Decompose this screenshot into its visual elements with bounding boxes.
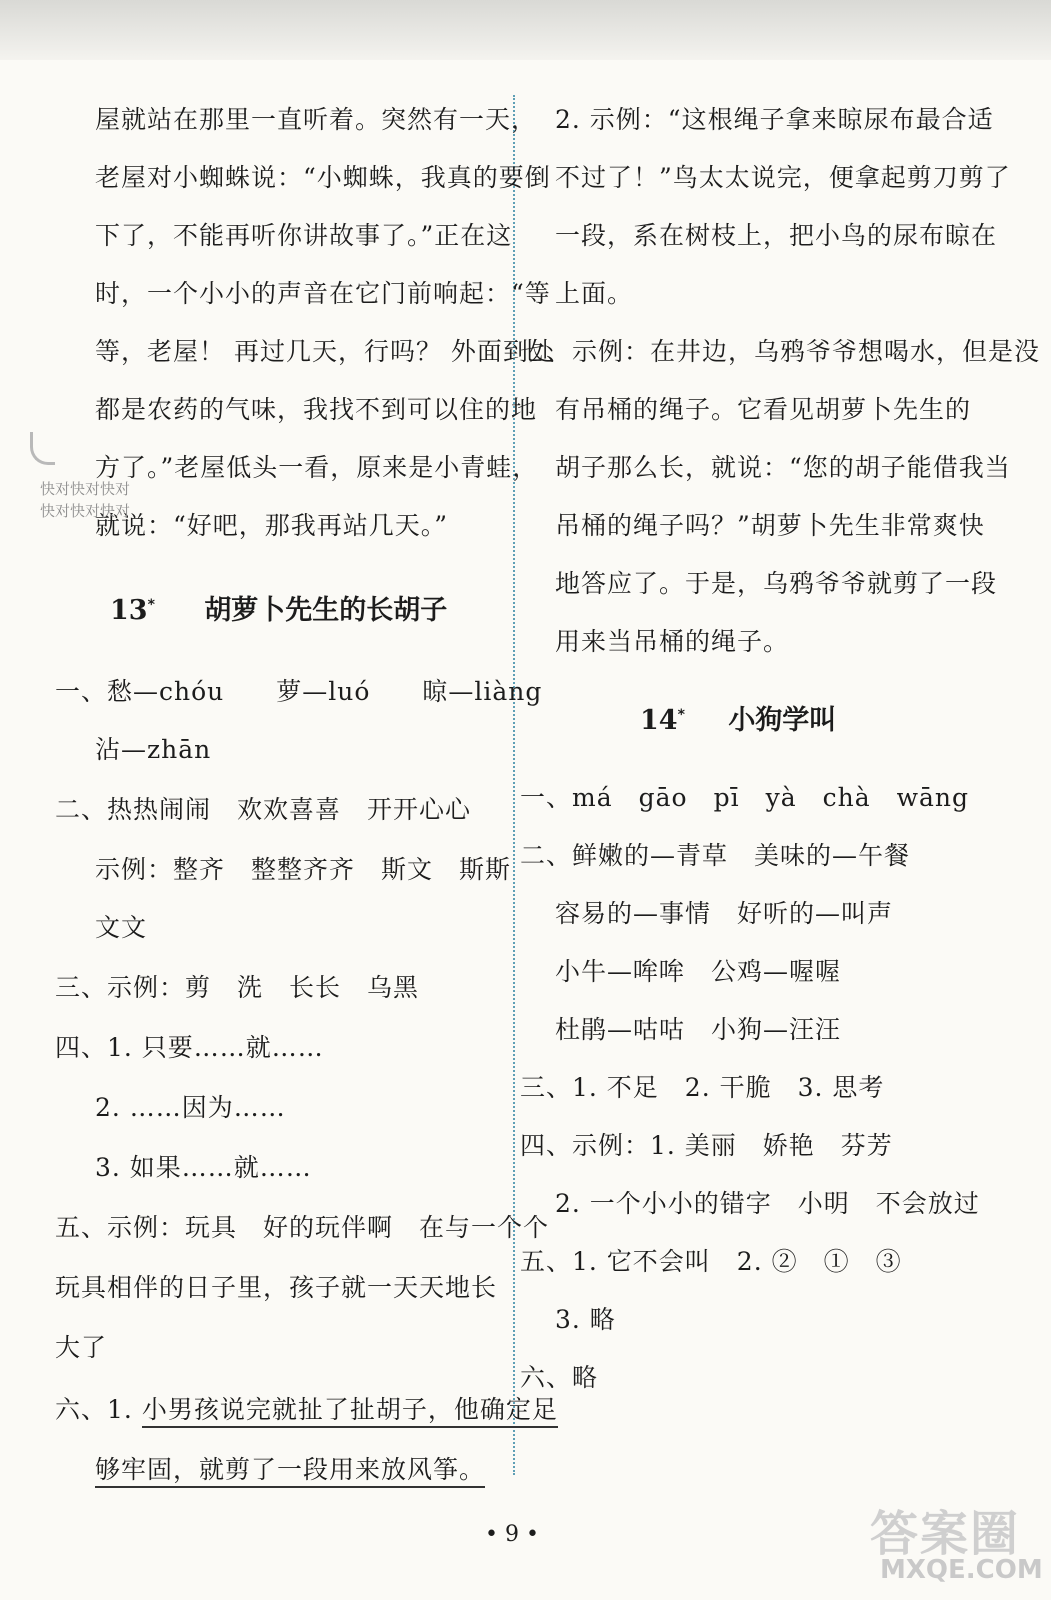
text-line: 吊桶的绳子吗？”胡萝卜先生非常爽快	[555, 511, 985, 540]
question-prefix: 六、1.	[55, 1395, 142, 1424]
answer-line: 二、鲜嫩的—青草 美味的—午餐	[520, 841, 911, 870]
answer-line: 五、1. 它不会叫 2. ② ① ③	[520, 1247, 902, 1276]
answer-line: 2. ……因为……	[95, 1093, 286, 1122]
text-line: 七、示例：在井边，乌鸦爷爷想喝水，但是没	[520, 337, 1041, 366]
text-line: 地答应了。于是，乌鸦爷爷就剪了一段	[555, 569, 998, 598]
answer-line: 三、示例：剪 洗 长长 乌黑	[55, 973, 420, 1002]
lesson-number: 14	[640, 705, 678, 736]
answer-line: 小牛—哞哞 公鸡—喔喔	[555, 957, 842, 986]
text-line: 用来当吊桶的绳子。	[555, 627, 790, 656]
watermark-url: MXQE.COM	[880, 1555, 1043, 1585]
answer-line: 3. 如果……就……	[95, 1153, 312, 1182]
answer-line	[95, 1450, 485, 1486]
text-line: 不过了！”鸟太太说完，便拿起剪刀剪了	[555, 163, 1011, 192]
answer-line: 一、má gāo pī yà chà wāng	[520, 783, 970, 812]
answer-line: 二、热热闹闹 欢欢喜喜 开开心心	[55, 795, 472, 824]
text-line: 等，老屋！ 再过几天，行吗？ 外面到处	[95, 337, 555, 366]
lesson-title: 胡萝卜先生的长胡子	[204, 595, 448, 626]
answer-line	[55, 1390, 558, 1426]
answer-line: 文文	[95, 913, 148, 942]
lesson-title: 小狗学叫	[728, 705, 837, 736]
watermark-text: 快对快对快对	[40, 480, 131, 498]
watermark-text: 快对快对快对	[40, 502, 131, 520]
underlined-answer: 小男孩说完就扯了扯胡子，他确定足	[142, 1395, 558, 1428]
lesson-14-heading	[640, 698, 836, 737]
text-line: 都是农药的气味，我找不到可以住的地	[95, 395, 538, 424]
answer-line: 2. 一个小小的错字 小明 不会放过	[555, 1189, 980, 1218]
answer-line: 五、示例：玩具 好的玩伴啊 在与一个个	[55, 1213, 550, 1242]
optional-star: *	[677, 707, 685, 723]
answer-line: 一、愁—chóu 萝—luó 晾—liàng	[55, 677, 543, 706]
answer-line: 玩具相伴的日子里，孩子就一天天地长	[55, 1273, 498, 1302]
answer-line: 沾—zhān	[95, 735, 212, 764]
answer-line: 杜鹃—咕咕 小狗—汪汪	[555, 1015, 842, 1044]
lesson-number: 13	[110, 595, 148, 626]
watermark-bottom-right	[870, 1495, 1045, 1590]
text-line: 有吊桶的绳子。它看见胡萝卜先生的	[555, 395, 972, 424]
answer-line: 容易的—事情 好听的—叫声	[555, 899, 894, 928]
answer-line: 三、1. 不足 2. 干脆 3. 思考	[520, 1073, 885, 1102]
text-line: 胡子那么长，就说：“您的胡子能借我当	[555, 453, 1011, 482]
text-line: 时，一个小小的声音在它门前响起：“等	[95, 279, 551, 308]
answer-line: 四、1. 只要……就……	[55, 1033, 324, 1062]
text-line: 老屋对小蜘蛛说：“小蜘蛛，我真的要倒	[95, 163, 551, 192]
text-line: 方了。”老屋低头一看，原来是小青蛙，	[95, 453, 539, 482]
text-line: 下了，不能再听你讲故事了。”正在这	[95, 221, 513, 250]
answer-line: 四、示例：1. 美丽 娇艳 芬芳	[520, 1131, 893, 1160]
text-line: 就说：“好吧，那我再站几天。”	[95, 511, 449, 540]
answer-line: 3. 略	[555, 1305, 616, 1334]
scan-top-edge	[0, 0, 1051, 60]
answer-line: 大了	[55, 1333, 108, 1362]
lesson-13-heading	[110, 588, 447, 627]
answer-line: 示例：整齐 整整齐齐 斯文 斯斯	[95, 855, 512, 884]
text-line: 屋就站在那里一直听着。突然有一天，	[95, 105, 538, 134]
text-line: 上面。	[555, 279, 634, 308]
watermark-left	[40, 478, 130, 522]
underlined-answer: 够牢固，就剪了一段用来放风筝。	[95, 1455, 485, 1488]
answer-line: 六、略	[520, 1363, 599, 1392]
text-line: 2. 示例：“这根绳子拿来晾尿布最合适	[555, 105, 994, 134]
optional-star: *	[147, 597, 155, 613]
page-number: • 9 •	[485, 1522, 539, 1547]
watermark-logo-icon	[30, 432, 55, 465]
watermark-logo: 答案圈	[870, 1506, 1021, 1562]
text-line: 一段，系在树枝上，把小鸟的尿布晾在	[555, 221, 998, 250]
